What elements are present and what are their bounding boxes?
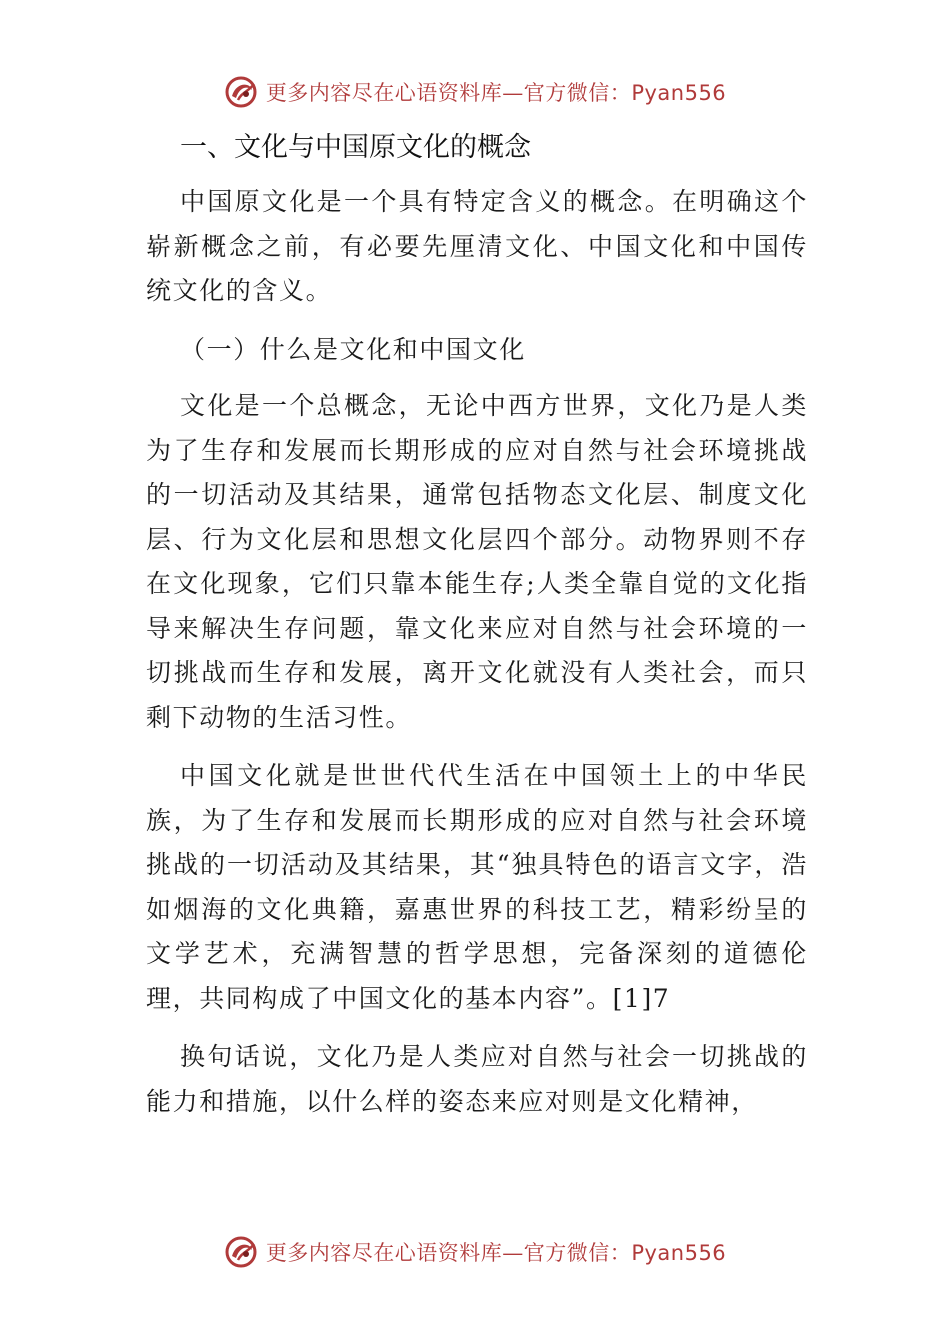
paragraph-in-other-words: 换句话说，文化乃是人类应对自然与社会一切挑战的能力和措施，以什么样的姿态来应对则是文化精神，: [146, 1042, 808, 1116]
paragraph-culture: 文化是一个总概念，无论中西方世界，文化乃是人类为了生存和发展而长期形成的应对自然与社会环境挑战的一切活动及其结果，通常包括物态文化层、制度文化层、行为文化层和思想文化层四个部分。动物界则不存在文化现象，它们只靠本能生存;人类全靠自觉的文化指导来解决生存问题，靠文化来应对自然与社会环境的一切挑战而生存和发展，离开文化就没有人类社会，而只剩下动物的生活习性。: [146, 391, 808, 732]
footer-banner-text: 更多内容尽在心语资料库—官方微信：Pyan556: [265, 1241, 727, 1265]
red-swirl-logo-icon: [224, 1234, 260, 1270]
footer-banner-handle: Pyan556: [631, 1241, 727, 1265]
document-body: [146, 126, 808, 1138]
paragraph-intro: 中国原文化是一个具有特定含义的概念。在明确这个崭新概念之前，有必要先厘清文化、中国文化和中国传统文化的含义。: [146, 187, 808, 305]
header-banner-handle: Pyan556: [631, 81, 727, 105]
header-banner-text: 更多内容尽在心语资料库—官方微信：Pyan556: [265, 81, 727, 105]
header-banner: [0, 72, 950, 112]
paragraph-chinese-culture: 中国文化就是世世代代生活在中国领土上的中华民族，为了生存和发展而长期形成的应对自然与社会环境挑战的一切活动及其结果，其“独具特色的语言文字，浩如烟海的文化典籍，嘉惠世界的科技工艺，精彩纷呈的文学艺术，充满智慧的哲学思想，完备深刻的道德伦理，共同构成了中国文化的基本内容”。[1]7: [146, 761, 808, 1013]
subsection-heading: （一）什么是文化和中国文化: [180, 334, 526, 364]
red-swirl-logo-icon: [224, 74, 260, 110]
footer-banner: [0, 1232, 950, 1272]
section-heading: 一、文化与中国原文化的概念: [180, 132, 531, 163]
